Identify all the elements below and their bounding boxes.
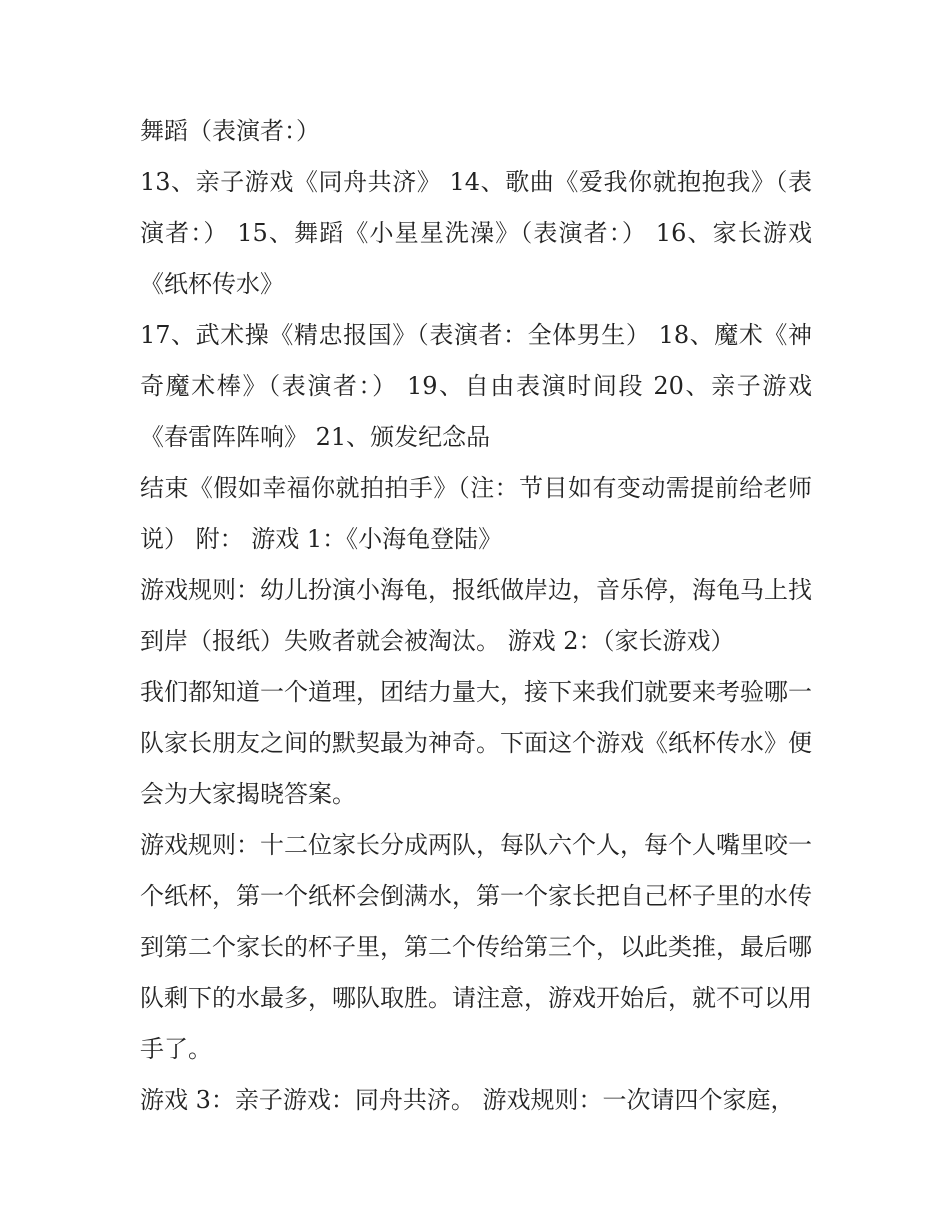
paragraph-game-2-rules: 游戏规则：十二位家长分成两队，每队六个人，每个人嘴里咬一个纸杯，第一个纸杯会倒满水，第一个家长把自己杯子里的水传到第二个家长的杯子里，第二个传给第三个，以此类推，最后哪队剩下的水最多，哪队取胜。请注意，游戏开始后，就不可以用手了。 — [140, 831, 812, 1063]
paragraph-game-2-intro: 我们都知道一个道理，团结力量大，接下来我们就要来考验哪一队家长朋友之间的默契最为神奇。下面这个游戏《纸杯传水》便会为大家揭晓答案。 — [140, 678, 812, 808]
paragraph-program-17-21: 17、武术操《精忠报国》（表演者：全体男生） 18、魔术《神奇魔术棒》（表演者：） 19、自由表演时间段 20、亲子游戏《春雷阵阵响》 21、颁发纪念品 — [140, 321, 812, 451]
paragraph-program-13-16: 13、亲子游戏《同舟共济》 14、歌曲《爱我你就抱抱我》（表演者：） 15、舞蹈《小星星洗澡》（表演者：） 16、家长游戏《纸杯传水》 — [140, 168, 812, 298]
document-body — [140, 106, 812, 1126]
paragraph-game-3: 游戏 3：亲子游戏：同舟共济。 游戏规则：一次请四个家庭， — [140, 1086, 795, 1114]
paragraph-ending-and-game-1: 结束《假如幸福你就拍拍手》（注：节目如有变动需提前给老师说） 附： 游戏 1：《小海龟登陆》 — [140, 474, 812, 553]
paragraph-dance-performer: 舞蹈（表演者：） — [140, 117, 320, 145]
paragraph-game-1-rules: 游戏规则：幼儿扮演小海龟，报纸做岸边，音乐停，海龟马上找到岸（报纸）失败者就会被淘汰。 游戏 2：（家长游戏） — [140, 576, 812, 655]
